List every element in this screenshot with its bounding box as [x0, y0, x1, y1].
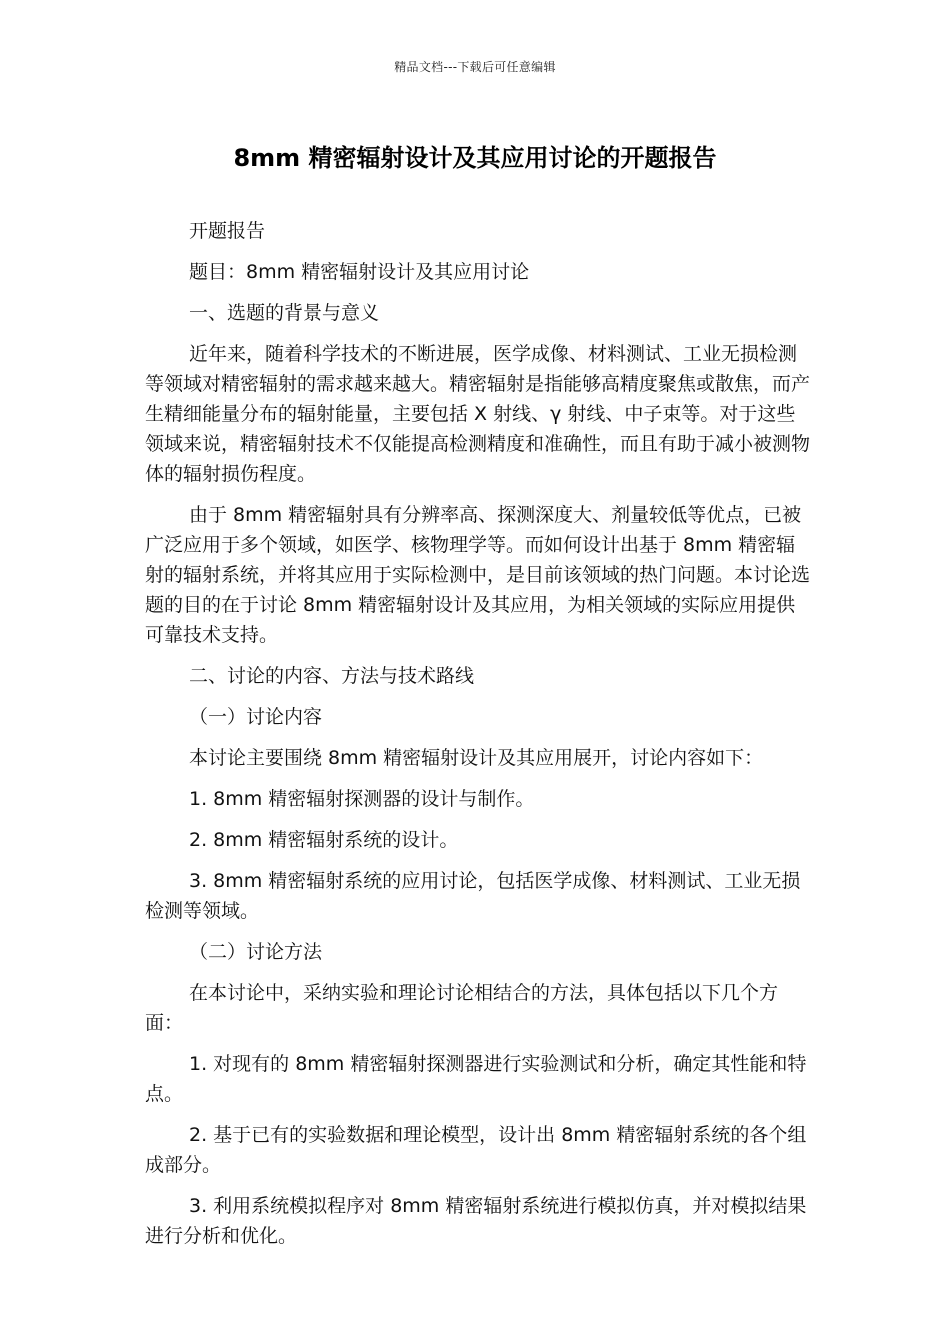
document-body [145, 216, 810, 1262]
topic-line: 题目：8mm 精密辐射设计及其应用讨论 [189, 261, 530, 283]
section-heading-background: 一、选题的背景与意义 [189, 302, 380, 324]
list-item-content-3: 3. 8mm 精密辐射系统的应用讨论，包括医学成像、材料测试、工业无损检测等领域。 [145, 870, 801, 922]
list-item-method-1: 1. 对现有的 8mm 精密辐射探测器进行实验测试和分析，确定其性能和特点。 [145, 1053, 807, 1105]
list-item-method-3: 3. 利用系统模拟程序对 8mm 精密辐射系统进行模拟仿真，并对模拟结果进行分析和优化。 [145, 1195, 807, 1247]
list-item-method-2: 2. 基于已有的实验数据和理论模型，设计出 8mm 精密辐射系统的各个组成部分。 [145, 1124, 807, 1176]
paragraph-content-intro: 本讨论主要围绕 8mm 精密辐射设计及其应用展开，讨论内容如下： [189, 747, 764, 769]
subsection-heading-content: （一）讨论内容 [189, 706, 323, 728]
list-item-content-2: 2. 8mm 精密辐射系统的设计。 [189, 829, 459, 851]
header-note: 精品文档---下载后可任意编辑 [394, 60, 556, 74]
list-item-content-1: 1. 8mm 精密辐射探测器的设计与制作。 [189, 788, 535, 810]
section-heading-content-method: 二、讨论的内容、方法与技术路线 [189, 665, 475, 687]
paragraph-method-intro: 在本讨论中，采纳实验和理论讨论相结合的方法，具体包括以下几个方面： [145, 982, 779, 1034]
section-label: 开题报告 [189, 220, 266, 242]
document-title: 8mm 精密辐射设计及其应用讨论的开题报告 [233, 144, 717, 172]
paragraph-background-1: 近年来，随着科学技术的不断进展，医学成像、材料测试、工业无损检测等领域对精密辐射的需求越来越大。精密辐射是指能够高精度聚焦或散焦，而产生精细能量分布的辐射能量，主要包括 X 射线、γ 射线、中子束等。对于这些领域来说，精密辐射技术不仅能提高检测精度和准确性，而且有助于减小被测物体的辐射损伤程度。 [145, 343, 811, 485]
subsection-heading-method: （二）讨论方法 [189, 941, 323, 963]
paragraph-background-2: 由于 8mm 精密辐射具有分辨率高、探测深度大、剂量较低等优点，已被广泛应用于多个领域，如医学、核物理学等。而如何设计出基于 8mm 精密辐射的辐射系统，并将其应用于实际检测中，是目前该领域的热门问题。本讨论选题的目的在于讨论 8mm 精密辐射设计及其应用，为相关领域的实际应用提供可靠技术支持。 [145, 504, 811, 646]
